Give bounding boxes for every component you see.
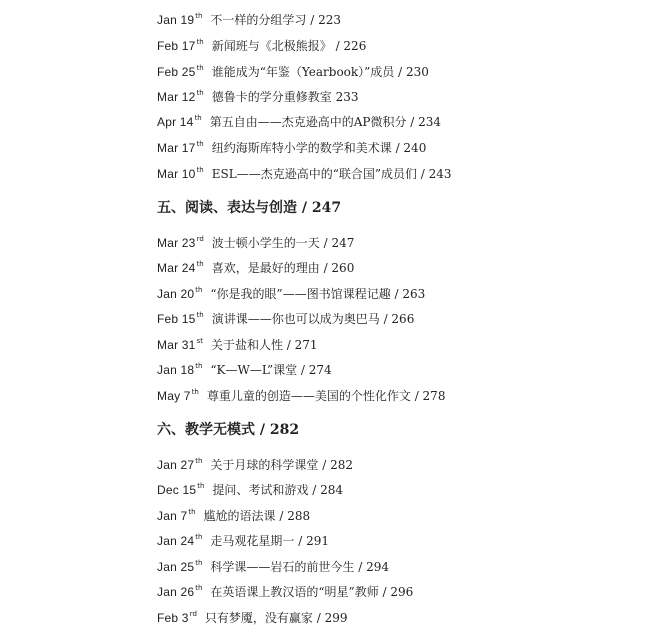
entry-title: “你是我的眼”——图书馆课程记趣 / 263 bbox=[210, 287, 426, 301]
toc-entry bbox=[157, 229, 354, 249]
entry-title: 第五自由——杰克逊高中的AP微积分 / 234 bbox=[209, 115, 442, 129]
entry-date: Mar 24 bbox=[157, 261, 196, 275]
entry-date: Jan 26 bbox=[157, 585, 195, 599]
entry-date: Dec 15 bbox=[157, 483, 197, 497]
entry-title: 只有梦魇，没有赢家 / 299 bbox=[204, 611, 348, 625]
entry-date: Feb 17 bbox=[157, 39, 196, 53]
entry-title: 尊重儿童的创造——美国的个性化作文 / 278 bbox=[206, 389, 446, 403]
toc-entry bbox=[157, 254, 354, 274]
entry-title: 提问、考试和游戏 / 284 bbox=[212, 483, 343, 497]
entry-date: Apr 14 bbox=[157, 115, 194, 129]
entry-date: Jan 18 bbox=[157, 363, 195, 377]
toc-entry bbox=[157, 578, 413, 598]
entry-date: Jan 24 bbox=[157, 534, 195, 548]
entry-title: ESL——杰克逊高中的“联合国”成员们 / 243 bbox=[211, 167, 452, 181]
entry-title: 纽约海斯库特小学的数学和美术课 / 240 bbox=[211, 141, 427, 155]
entry-title: “K—W—L”课堂 / 274 bbox=[210, 363, 332, 377]
entry-date: Mar 12 bbox=[157, 90, 196, 104]
entry-date: May 7 bbox=[157, 389, 191, 403]
entry-title: 关于盐和人性 / 271 bbox=[210, 338, 318, 352]
toc-entry bbox=[157, 331, 318, 351]
entry-date: Mar 31 bbox=[157, 338, 196, 352]
entry-date: Jan 27 bbox=[157, 458, 195, 472]
date-suffix: rd bbox=[189, 610, 197, 618]
date-suffix: th bbox=[196, 260, 204, 268]
toc-entry bbox=[157, 134, 426, 154]
date-suffix: st bbox=[196, 337, 203, 345]
date-suffix: th bbox=[188, 508, 196, 516]
toc-entry bbox=[157, 280, 425, 300]
toc-entry bbox=[157, 108, 441, 128]
entry-title: 在英语课上教汉语的“明星”教师 / 296 bbox=[210, 585, 414, 599]
date-suffix: th bbox=[195, 362, 203, 370]
toc-entry bbox=[157, 382, 445, 402]
entry-title: 演讲课——你也可以成为奥巴马 / 266 bbox=[211, 312, 415, 326]
date-suffix: th bbox=[196, 166, 204, 174]
date-suffix: th bbox=[195, 584, 203, 592]
toc-entry bbox=[157, 83, 358, 103]
toc-entry bbox=[157, 32, 366, 52]
date-suffix: th bbox=[196, 311, 204, 319]
date-suffix: th bbox=[195, 12, 203, 20]
toc-entry bbox=[157, 58, 429, 78]
entry-title: 波士顿小学生的一天 / 247 bbox=[211, 236, 355, 250]
toc-entry bbox=[157, 527, 329, 547]
section-heading: 五、阅读、表达与创造 / 247 bbox=[157, 200, 342, 216]
entry-title: 谁能成为“年鉴（Yearbook）”成员 / 230 bbox=[211, 65, 429, 79]
entry-title: 不一样的分组学习 / 223 bbox=[210, 13, 341, 27]
date-suffix: th bbox=[195, 286, 203, 294]
entry-date: Jan 19 bbox=[157, 13, 195, 27]
toc-entry bbox=[157, 356, 332, 376]
toc-entry bbox=[157, 476, 343, 496]
date-suffix: th bbox=[194, 114, 202, 122]
entry-date: Jan 7 bbox=[157, 509, 188, 523]
date-suffix: th bbox=[197, 482, 205, 490]
entry-date: Mar 10 bbox=[157, 167, 196, 181]
entry-date: Mar 23 bbox=[157, 236, 196, 250]
entry-title: 关于月球的科学课堂 / 282 bbox=[210, 458, 353, 472]
toc-entry bbox=[157, 502, 310, 522]
date-suffix: th bbox=[195, 457, 203, 465]
toc-entry bbox=[157, 553, 389, 573]
entry-title: 走马观花星期一 / 291 bbox=[210, 534, 329, 548]
entry-date: Feb 25 bbox=[157, 65, 196, 79]
entry-date: Feb 3 bbox=[157, 611, 189, 625]
date-suffix: th bbox=[196, 140, 204, 148]
entry-date: Jan 25 bbox=[157, 560, 195, 574]
toc-entry bbox=[157, 451, 353, 471]
entry-date: Jan 20 bbox=[157, 287, 195, 301]
toc-entry bbox=[157, 604, 347, 624]
entry-date: Mar 17 bbox=[157, 141, 196, 155]
date-suffix: th bbox=[196, 89, 204, 97]
toc-entry bbox=[157, 6, 341, 26]
date-suffix: th bbox=[196, 38, 204, 46]
date-suffix: th bbox=[195, 533, 203, 541]
date-suffix: th bbox=[191, 388, 199, 396]
entry-title: 喜欢，是最好的理由 / 260 bbox=[211, 261, 355, 275]
date-suffix: th bbox=[195, 559, 203, 567]
toc-entry bbox=[157, 160, 452, 180]
entry-title: 尴尬的语法课 / 288 bbox=[203, 509, 311, 523]
date-suffix: rd bbox=[196, 235, 204, 243]
section-heading: 六、教学无模式 / 282 bbox=[157, 422, 300, 438]
entry-title: 德鲁卡的学分重修教室 233 bbox=[211, 90, 359, 104]
entry-date: Feb 15 bbox=[157, 312, 196, 326]
entry-title: 科学课——岩石的前世今生 / 294 bbox=[210, 560, 389, 574]
entry-title: 新闻班与《北极熊报》 / 226 bbox=[211, 39, 367, 53]
toc-entry bbox=[157, 305, 414, 325]
date-suffix: th bbox=[196, 64, 204, 72]
